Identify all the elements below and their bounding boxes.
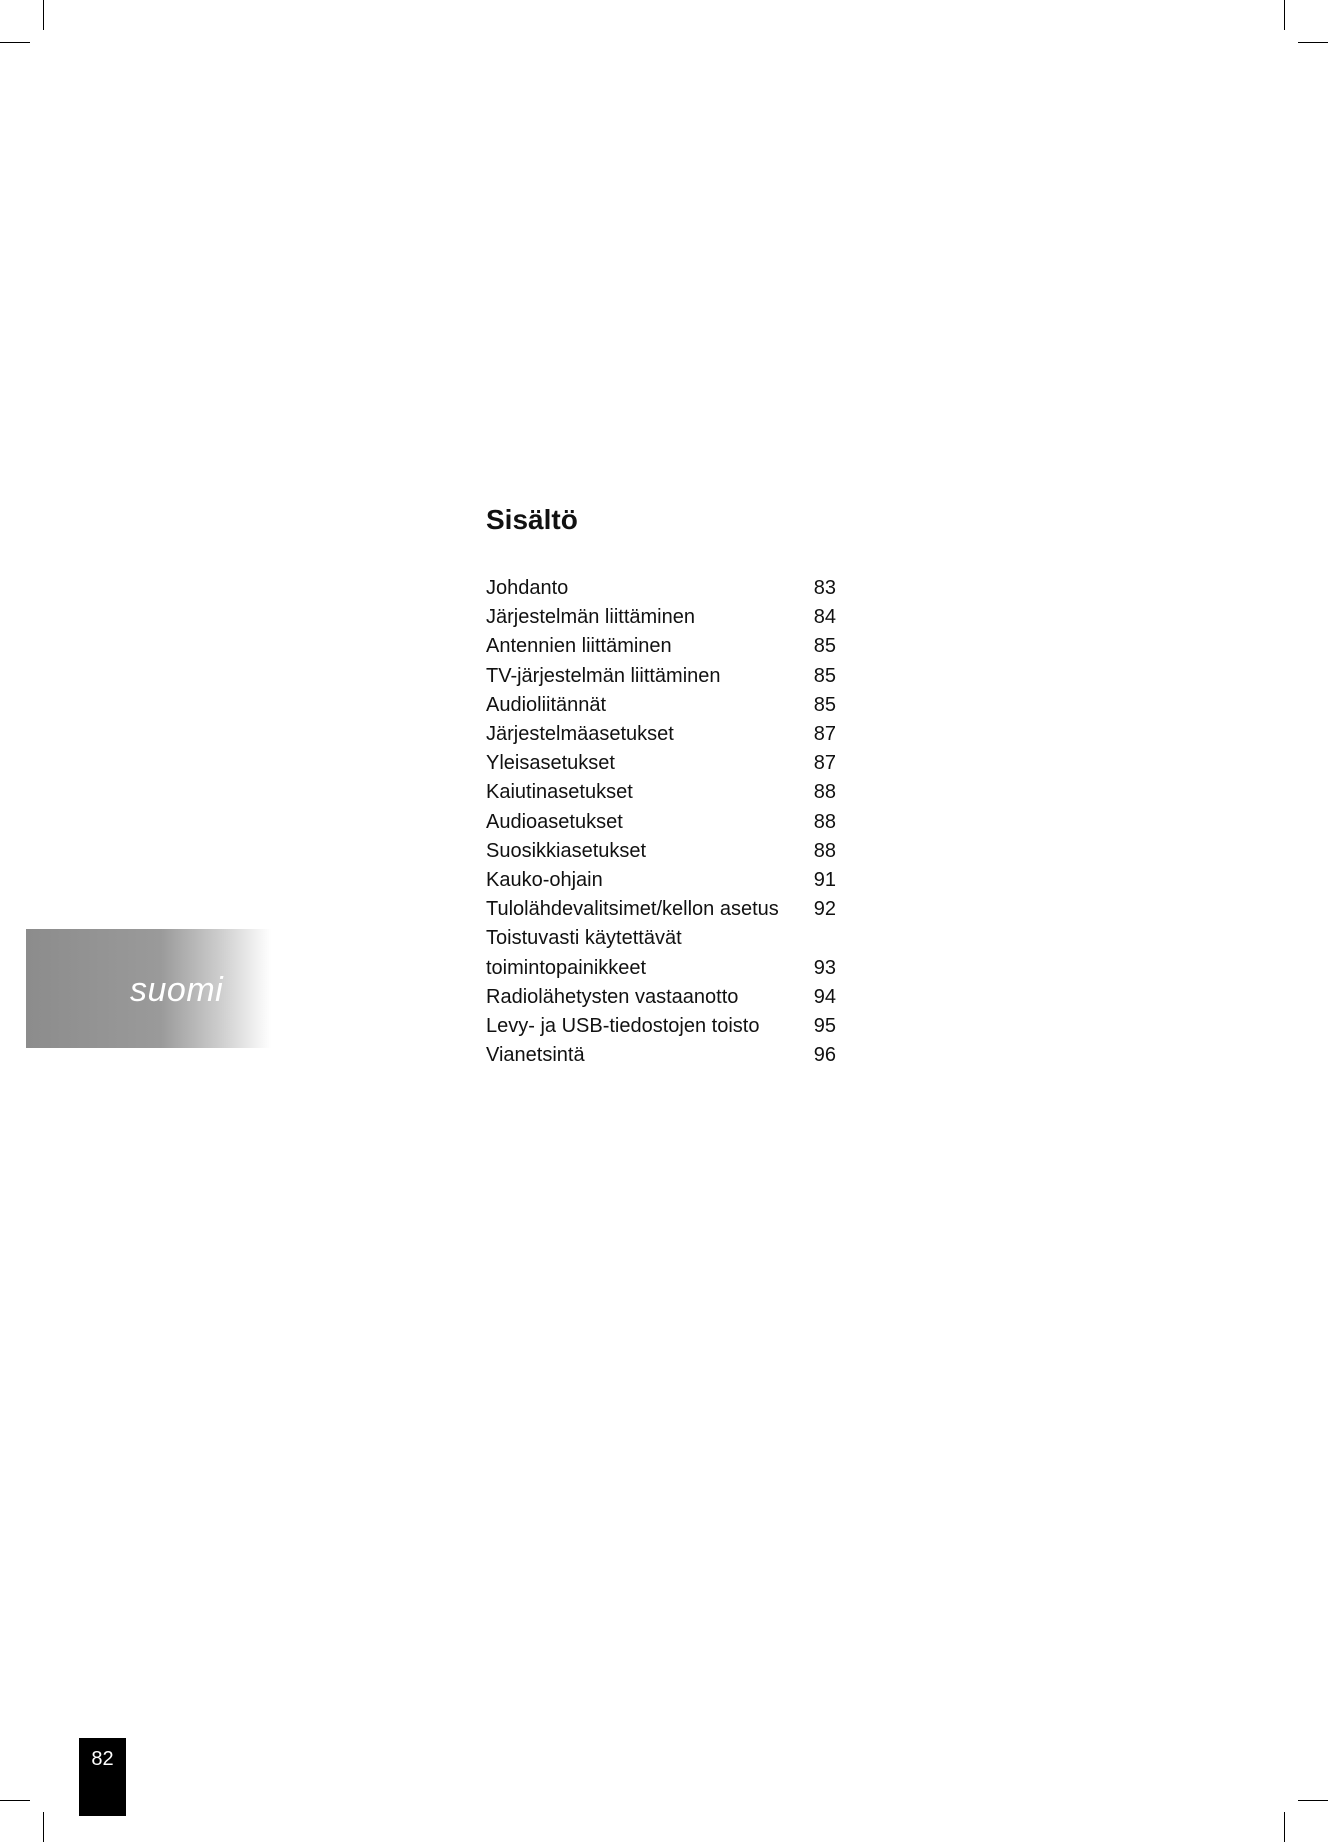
toc-entry-label: Radiolähetysten vastaanotto xyxy=(486,985,739,1008)
language-tab xyxy=(26,929,271,1048)
toc-entry-page: 92 xyxy=(813,898,836,921)
toc-entry-label: Kauko-ohjain xyxy=(486,869,603,892)
toc-entry xyxy=(486,778,836,807)
toc-entry xyxy=(486,749,836,778)
crop-mark-bottom-left-h xyxy=(0,1800,30,1801)
toc-entry xyxy=(486,1041,836,1070)
toc-title: Sisältö xyxy=(486,504,578,535)
toc-entry-label: Järjestelmäasetukset xyxy=(486,723,674,746)
toc-entry-label: Kaiutinasetukset xyxy=(486,781,633,804)
toc-entry-label: Antennien liittäminen xyxy=(486,635,672,658)
toc-entry-label: Yleisasetukset xyxy=(486,752,615,775)
language-label: suomi xyxy=(130,971,224,1009)
toc-entry-page: 84 xyxy=(813,606,836,629)
crop-mark-bottom-left-v xyxy=(43,1812,44,1842)
toc-entry-label: Tulolähdevalitsimet/kellon asetus xyxy=(486,898,779,921)
page-number-box xyxy=(79,1738,126,1816)
toc-entry xyxy=(486,574,836,603)
crop-mark-top-right-v xyxy=(1284,0,1285,30)
toc-entry-page: 91 xyxy=(813,869,836,892)
toc-entry-page: 85 xyxy=(813,635,836,658)
toc-entry xyxy=(486,632,836,661)
crop-mark-bottom-right-v xyxy=(1284,1812,1285,1842)
toc-entry-page: 94 xyxy=(813,985,836,1008)
toc-entry-label: Toistuvasti käytettävät toimintopainikkeet xyxy=(486,927,682,979)
toc-entry xyxy=(486,1012,836,1041)
toc-entry xyxy=(486,808,836,837)
table-of-contents xyxy=(486,500,886,1070)
toc-entry-page: 87 xyxy=(813,723,836,746)
toc-entry xyxy=(486,720,836,749)
toc-entry-page: 93 xyxy=(813,956,836,979)
toc-entry-page: 87 xyxy=(813,752,836,775)
toc-entry-label: Audioliitännät xyxy=(486,693,607,716)
toc-entry-page: 85 xyxy=(813,664,836,687)
page-number: 82 xyxy=(91,1748,114,1770)
toc-entry-label: Audioasetukset xyxy=(486,810,623,833)
toc-entry-page: 88 xyxy=(813,810,836,833)
toc-entry xyxy=(486,691,836,720)
toc-entry-page: 96 xyxy=(813,1044,836,1067)
toc-entry xyxy=(486,866,836,895)
toc-entry xyxy=(486,895,836,924)
toc-list xyxy=(486,574,886,1070)
crop-mark-top-left-h xyxy=(0,42,30,43)
toc-entry-label: Suosikkiasetukset xyxy=(486,839,647,862)
toc-entry-label: TV-järjestelmän liittäminen xyxy=(486,664,721,687)
toc-entry xyxy=(486,983,836,1012)
crop-mark-top-left-v xyxy=(43,0,44,30)
toc-entry-label: Levy- ja USB-tiedostojen toisto xyxy=(486,1015,760,1038)
crop-mark-bottom-right-h xyxy=(1298,1800,1328,1801)
toc-entry-page: 85 xyxy=(813,693,836,716)
toc-entry xyxy=(486,603,836,632)
toc-entry-page: 95 xyxy=(813,1015,836,1038)
toc-entry-label: Järjestelmän liittäminen xyxy=(486,606,695,629)
toc-entry-page: 88 xyxy=(813,839,836,862)
toc-entry-page: 88 xyxy=(813,781,836,804)
toc-entry xyxy=(486,662,836,691)
toc-entry-page: 83 xyxy=(813,577,836,599)
toc-entry-label: Vianetsintä xyxy=(486,1044,585,1067)
toc-entry xyxy=(486,924,836,982)
crop-mark-top-right-h xyxy=(1298,42,1328,43)
toc-entry-label: Johdanto xyxy=(486,577,569,599)
toc-entry xyxy=(486,837,836,866)
